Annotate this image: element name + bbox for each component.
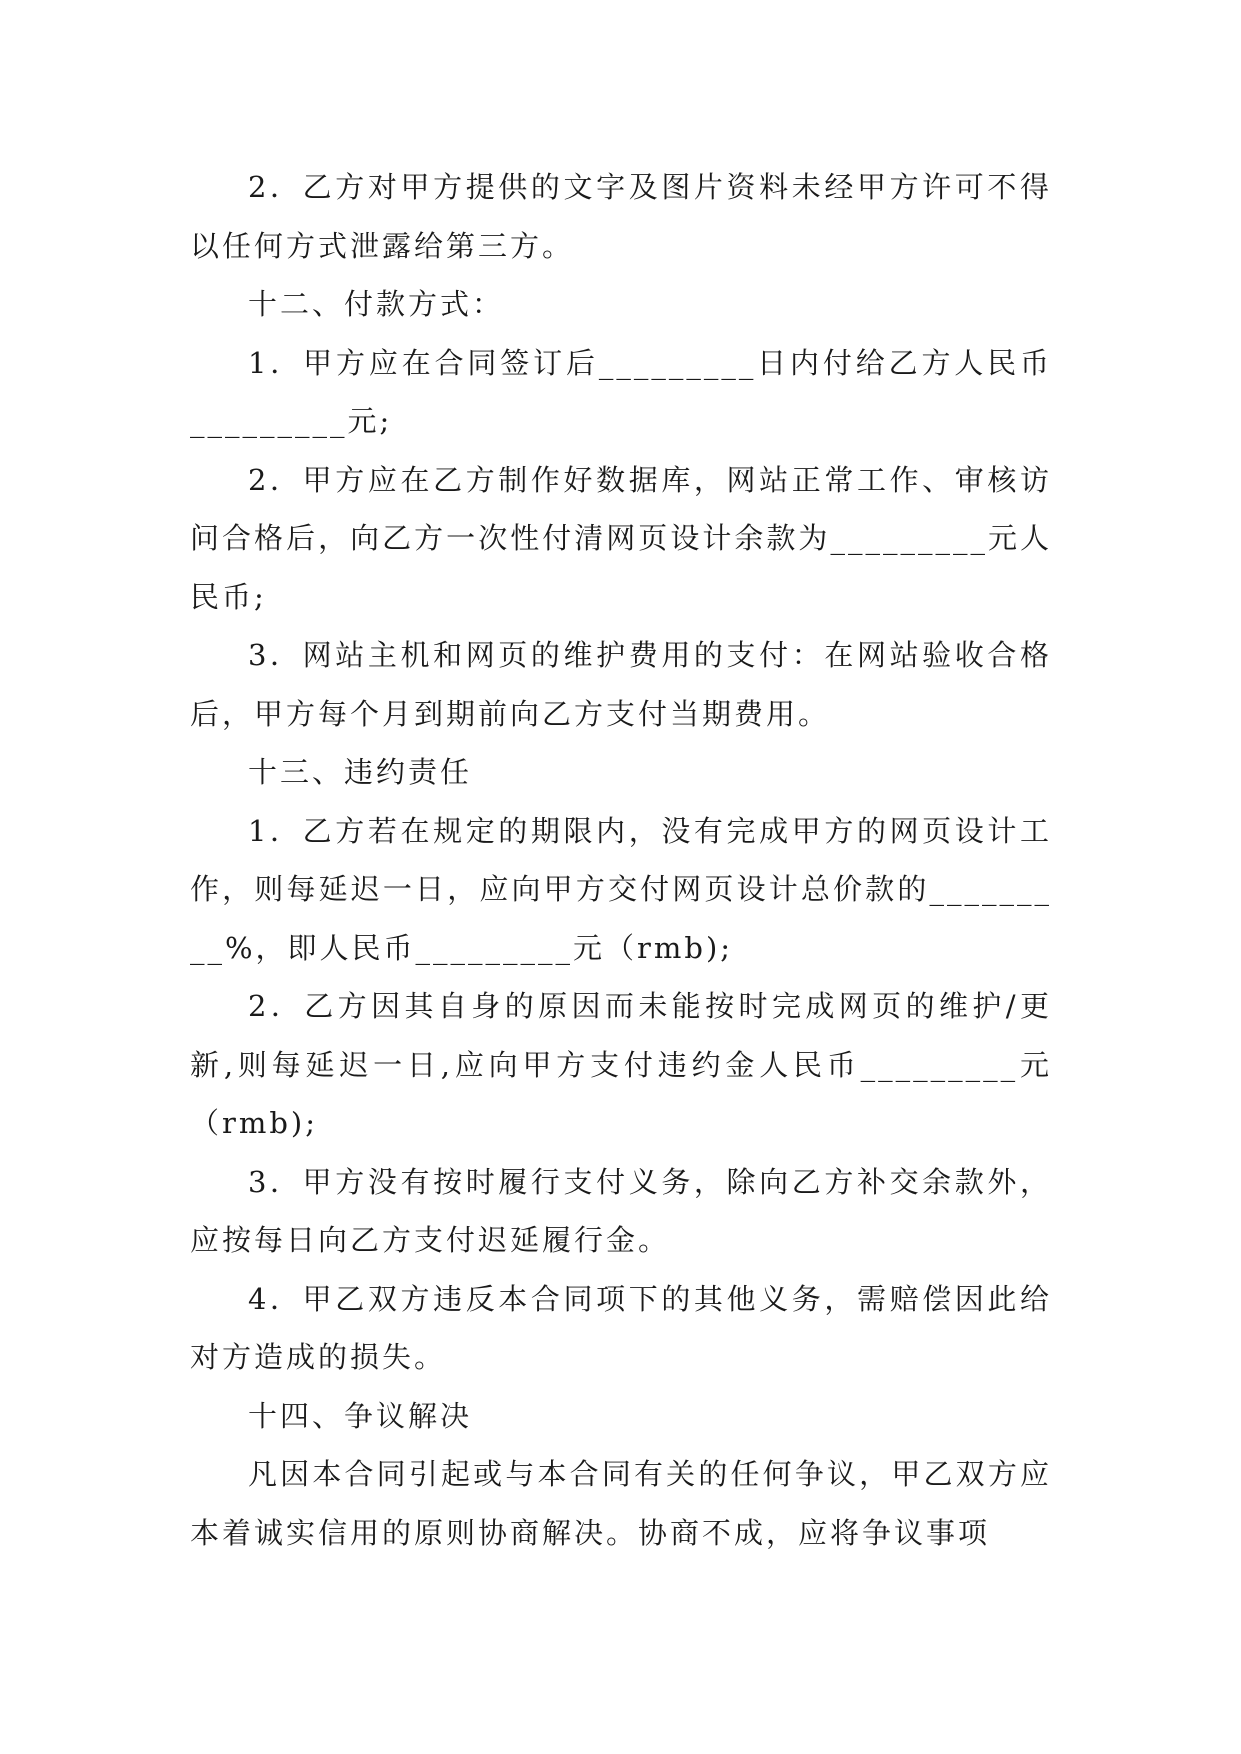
clause-11-2: 2．乙方对甲方提供的文字及图片资料未经甲方许可不得以任何方式泄露给第三方。 xyxy=(190,170,1052,263)
document-body xyxy=(190,158,1052,1562)
clause-13-4: 4．甲乙双方违反本合同项下的其他义务，需赔偿因此给对方造成的损失。 xyxy=(190,1281,1052,1374)
clause-12-3: 3．网站主机和网页的维护费用的支付：在网站验收合格后，甲方每个月到期前向乙方支付当期费用。 xyxy=(190,638,1052,731)
section-heading-13: 十三、违约责任 xyxy=(248,755,473,789)
section-heading-12: 十二、付款方式： xyxy=(248,287,505,321)
clause-14-body: 凡因本合同引起或与本合同有关的任何争议，甲乙双方应本着诚实信用的原则协商解决。协商不成，应将争议事项 xyxy=(190,1457,1052,1550)
section-heading-14: 十四、争议解决 xyxy=(248,1398,473,1433)
clause-13-1: 1．乙方若在规定的期限内，没有完成甲方的网页设计工作，则每延迟一日，应向甲方交付网页设计总价款的_________%，即人民币_________元（rmb); xyxy=(190,813,1052,965)
clause-13-3: 3．甲方没有按时履行支付义务，除向乙方补交余款外，应按每日向乙方支付迟延履行金。 xyxy=(190,1164,1052,1257)
clause-12-2: 2．甲方应在乙方制作好数据库，网站正常工作、审核访问合格后，向乙方一次性付清网页设计余款为_________元人民币; xyxy=(190,462,1052,614)
clause-13-2: 2．乙方因其自身的原因而未能按时完成网页的维护/更新,则每延迟一日,应向甲方支付违约金人民币_________元（rmb); xyxy=(190,989,1052,1140)
clause-12-1: 1．甲方应在合同签订后_________日内付给乙方人民币_________元; xyxy=(190,345,1052,438)
